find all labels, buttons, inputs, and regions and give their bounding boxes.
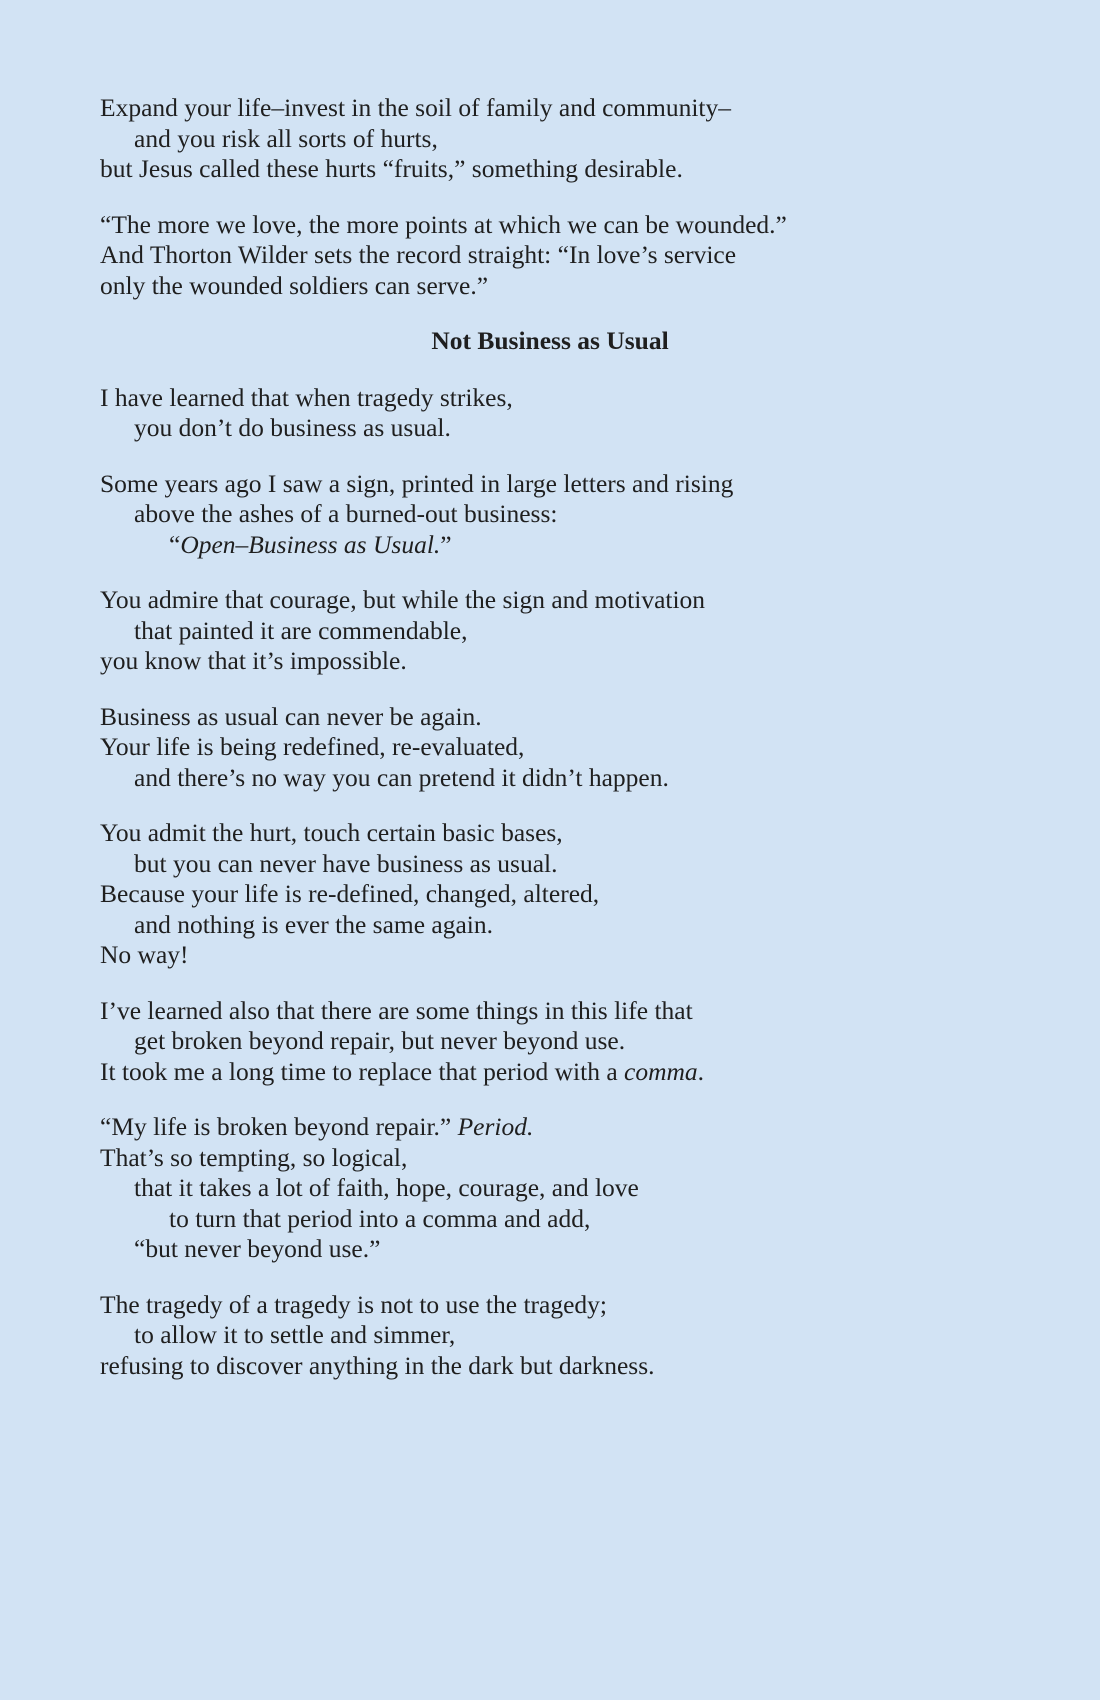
poem-line: you know that it’s impossible.	[100, 646, 407, 675]
poem-line: you don’t do business as usual.	[134, 413, 451, 442]
section-heading: Not Business as Usual	[431, 326, 669, 355]
stanza	[100, 469, 1000, 561]
stanza	[100, 818, 1000, 971]
stanza	[100, 93, 1000, 185]
stanza	[100, 210, 1000, 302]
poem-line: Some years ago I saw a sign, printed in large letters and rising	[100, 468, 734, 498]
line-text: It took me a long time to replace that period with a	[100, 1056, 625, 1086]
stanza	[100, 585, 1000, 677]
stanza	[100, 1290, 1000, 1382]
poem-line: only the wounded soldiers can serve.”	[100, 270, 489, 300]
poem-line: You admire that courage, but while the sign and motivation	[100, 585, 706, 614]
poem-line	[100, 1057, 1000, 1088]
line-text: “My life is broken beyond repair.”	[100, 1112, 458, 1141]
poem-line: that painted it are commendable,	[134, 615, 468, 645]
poem-line: and there’s no way you can pretend it didn’t happen.	[134, 762, 669, 792]
poem-line: I have learned that when tragedy strikes,	[100, 382, 513, 412]
poem-line: And Thorton Wilder sets the record straight: “In love’s service	[100, 240, 737, 269]
stanza	[100, 1112, 1000, 1265]
poem-body	[100, 93, 1000, 1406]
line-end: .	[697, 1056, 705, 1086]
poem-line: Your life is being redefined, re-evaluated,	[100, 732, 525, 761]
poem-line: “but never beyond use.”	[134, 1234, 381, 1263]
poem-line: but you can never have business as usual.	[134, 848, 558, 878]
open-quote: “	[169, 529, 181, 559]
sign-text: Open–Business as Usual.	[180, 529, 441, 559]
stanza	[100, 702, 1000, 794]
poem-line: but Jesus called these hurts “fruits,” something desirable.	[100, 154, 683, 183]
poem-line: refusing to discover anything in the dark but darkness.	[100, 1350, 655, 1380]
emphasis-comma: comma	[624, 1056, 698, 1086]
poem-line: and nothing is ever the same again.	[134, 909, 494, 939]
stanza	[100, 996, 1000, 1088]
poem-line: That’s so tempting, so logical,	[100, 1142, 408, 1172]
poem-line: Because your life is re-defined, changed, altered,	[100, 879, 600, 908]
close-quote: ”	[440, 529, 452, 559]
poem-line: You admit the hurt, touch certain basic bases,	[100, 818, 563, 847]
poem-line: Business as usual can never be again.	[100, 701, 482, 731]
poem-line: Expand your life–invest in the soil of family and community–	[100, 93, 732, 122]
poem-line	[100, 1112, 1000, 1143]
poem-line: and you risk all sorts of hurts,	[134, 123, 438, 153]
poem-line: to turn that period into a comma and add,	[169, 1203, 591, 1233]
poem-line: No way!	[100, 940, 189, 969]
poem-line: I’ve learned also that there are some things in this life that	[100, 995, 693, 1025]
poem-line: to allow it to settle and simmer,	[134, 1320, 456, 1349]
poem-line: The tragedy of a tragedy is not to use the tragedy;	[100, 1289, 607, 1319]
poem-line	[100, 530, 1000, 561]
poem-line: that it takes a lot of faith, hope, courage, and love	[134, 1173, 639, 1202]
poem-line: above the ashes of a burned-out business:	[134, 499, 558, 528]
emphasis-period: Period.	[457, 1112, 534, 1141]
stanza	[100, 383, 1000, 444]
poem-line: “The more we love, the more points at which we can be wounded.”	[100, 209, 787, 239]
poem-line: get broken beyond repair, but never beyond use.	[134, 1026, 626, 1055]
